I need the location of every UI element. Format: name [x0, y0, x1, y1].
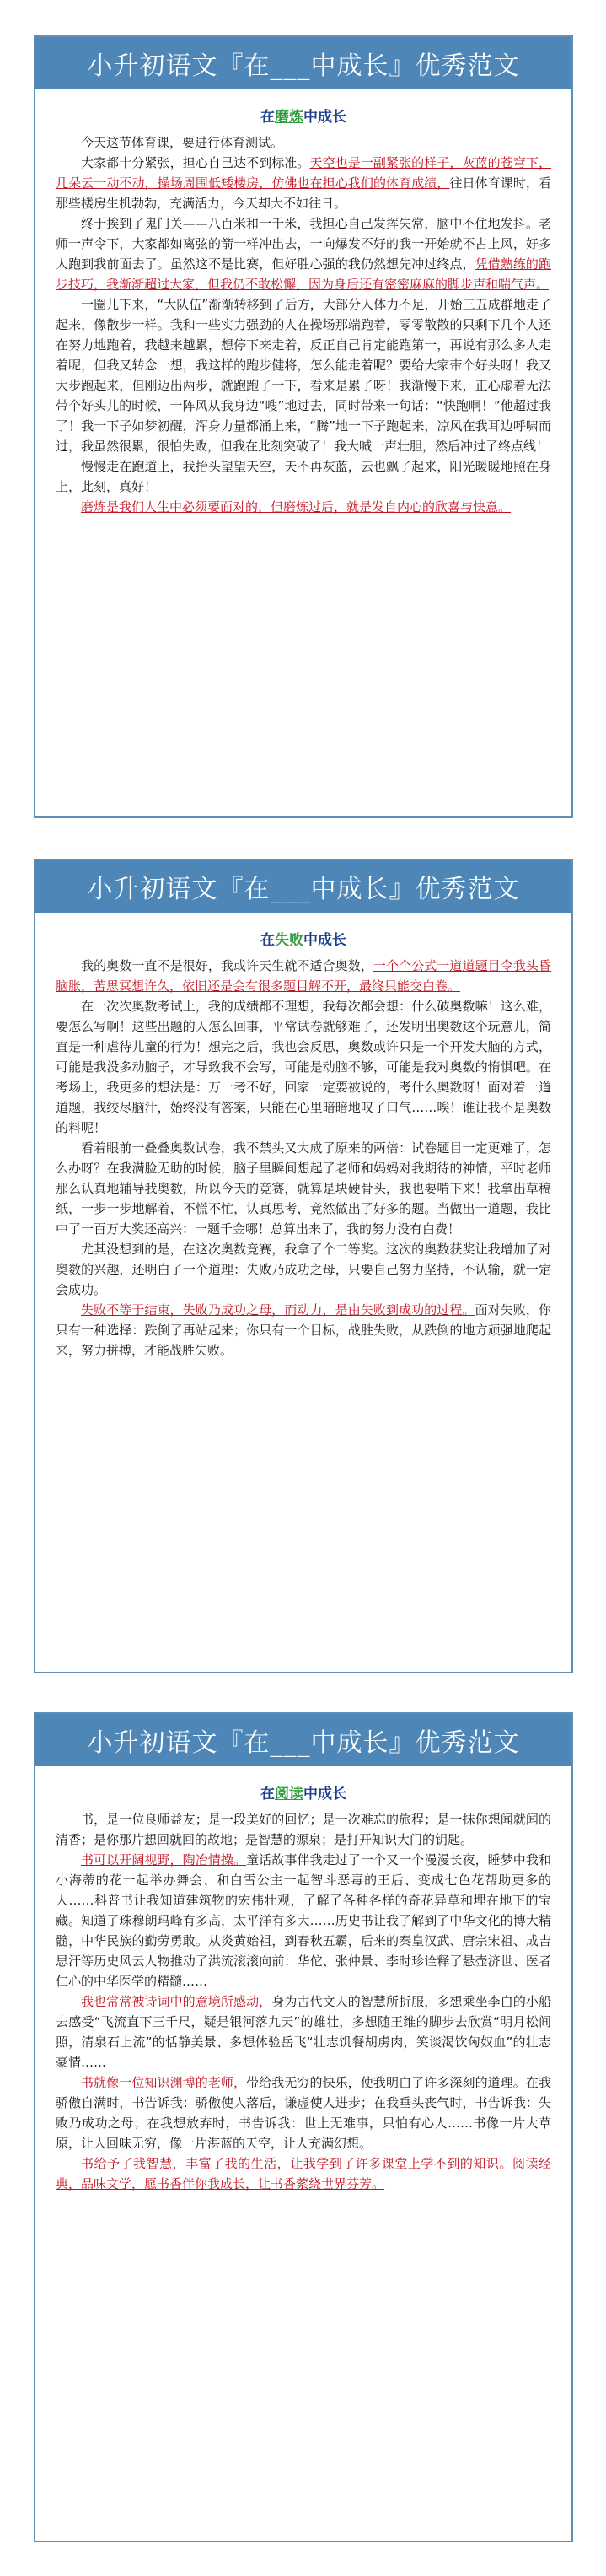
title-prefix: 在	[260, 1786, 275, 1803]
paragraph-text: 童话故事伴我走过了一个又一个漫漫长夜，睡梦中我和小海蒂的花一起举办舞会、和白雪公主一起智斗恶毒的王后、变成七色花帮助更多的人……科普书让我知道建筑物的宏伟壮观，了解了各种各样的奇花异草和埋在地下的宝藏。知道了珠穆朗玛峰有多高，太平洋有多大……历史书让我了解到了中华文化的博大精髓，中华民族的勤劳勇敢。从炎黄始祖，到春秋五霸，后来的秦皇汉武、唐宗宋祖、成吉思汗等历史风云人物推动了洪流滚滚向前：华佗、张仲景、李时珍诠释了悬壶济世、医者仁心的中华医学的精髓……	[56, 1852, 551, 1989]
paragraph-text: 在一次次奥数考试上，我的成绩都不理想，我每次都会想：什么破奥数嘛！这么难，要怎么写啊！这些出题的人怎么回事，平常试卷就够难了，还发明出奥数这个玩意儿，简直是一种虐待儿童的行为！想完之后，我也会反思，奥数或许只是一个开发大脑的方式，可能是我没多动脑子，才导致我不会写，可能是动脑不够，可能是我对奥数的惰惧吧。在考场上，我更多的想法是：万一考不好，回家一定要被说的，考什么奥数呀！面对着一道道题，我绞尽脑汁，始终没有答案，只能在心里暗暗地叹了口气……唉！谁让我不是奥数的料呢！	[56, 999, 551, 1135]
essay-card-yuedu	[34, 1712, 573, 2542]
essay-body	[35, 1809, 571, 2206]
paragraph-text: 大家都十分紧张，担心自己达不到标准。	[81, 155, 310, 170]
essay-paragraph	[56, 1300, 551, 1361]
paragraph-text: 身为古代文人的智慧所折服，多想乘坐李白的小船去感受“飞流直下三千尺，疑是银河落九天”的雄壮，多想随王维的脚步去欣赏“明月松间照，清泉石上流”的恬静美景、多想体验岳飞“壮志饥餐胡虏肉，笑谈渴饮匈奴血”的壮志豪情……	[56, 1994, 551, 2070]
paragraph-text: 今天这节体育课，要进行体育测试。	[81, 135, 284, 150]
essay-paragraph	[56, 1809, 551, 1850]
paragraph-text: 尤其没想到的是，在这次奥数竞赛，我拿了个二等奖。这次的奥数获奖让我增加了对奥数的兴趣，还明白了一个道理：失败乃成功之母，只要自己努力坚持，不认输，就一定会成功。	[56, 1242, 551, 1297]
essay-paragraph	[56, 956, 551, 996]
highlighted-sentence: 书就像一位知识渊博的老师，	[81, 2075, 247, 2090]
title-keyword: 阅读	[275, 1786, 303, 1803]
essay-paragraph	[56, 996, 551, 1138]
highlighted-sentence: 一个个公式一道道题目令我头昏脑胀，苦思冥想许久，依旧还是会有很多题目解不开，最终只能交白卷。	[56, 958, 551, 994]
paragraph-text: 我的奥数一直不是很好，我或许天生就不适合奥数，	[81, 958, 373, 973]
paragraph-text: 看着眼前一叠叠奥数试卷，我不禁头又大成了原来的两倍：试卷题目一定更难了，怎么办呀？在我满脸无助的时候，脑子里瞬间想起了老师和妈妈对我期待的神情，平时老师那么认真地辅导我奥数，所以今天的竞赛，就算是块硬骨头，我也要啃下来！我拿出草稿纸，一步一步地解着，不慌不忙，认真思考，竟然做出了好多的题。当做出一道题，我比中了一百万大奖还高兴：一题千金哪！总算出来了，我的努力没有白费！	[56, 1140, 551, 1237]
essay-card-mohuan	[34, 35, 573, 818]
title-suffix: 中成长	[303, 1786, 346, 1803]
paragraph-text: 带给我无穷的快乐，使我明白了许多深刻的道理。在我骄傲自满时，书告诉我：骄傲使人落后，谦虚使人进步；在我垂头丧气时，书告诉我：失败乃成功之母；在我想放弃时，书告诉我：世上无难事，只怕有心人……书像一片大草原，让人回味无穷，像一片湛蓝的天空，让人充满幻想。	[56, 2075, 551, 2151]
essay-paragraph	[56, 294, 551, 456]
highlighted-sentence: 我也常常被诗词中的意境所感动，	[81, 1994, 272, 2009]
title-suffix: 中成长	[303, 109, 346, 126]
essay-paragraph	[56, 213, 551, 294]
essay-paragraph	[56, 2072, 551, 2153]
essay-paragraph	[56, 132, 551, 153]
paragraph-text: 终于挨到了鬼门关——八百米和一千米，我担心自己发挥失常，脑中不住地发抖。老师一声令下，大家都如离弦的箭一样冲出去，一向爆发不好的我一开始就不占上风，好多人跑到我前面去了。虽然这不是比赛，但好胜心强的我仍然想先冲过终点，	[56, 216, 551, 272]
paragraph-text: 书，是一位良师益友；是一段美好的回忆；是一次难忘的旅程；是一抹你想闻就闻的清香；是你那片想回就回的故地；是智慧的源泉；是打开知识大门的钥匙。	[56, 1812, 551, 1847]
title-keyword: 磨炼	[275, 109, 303, 126]
essay-title	[35, 928, 571, 949]
essay-paragraph	[56, 1991, 551, 2072]
paragraph-text: 往日体育课时，看那些楼房生机勃勃，充满活力，今天却大不如往日。	[56, 175, 551, 211]
paragraph-text: 一圈儿下来，“大队伍”渐渐转移到了后方，大部分人体力不足，开始三五成群地走了起来，像散步一样。我和一些实力强劲的人在操场那端跑着，零零散散的只剩下几个人还在努力地跑着，我越来越累，想停下来走着，反正自己肯定能跑第一，再说有那么多人走着呢，但我又转念一想，我这样的跑步健将，怎么能走着呢？要给大家带个好头呀！我又大步跑起来，但刚迈出两步，就跑跑了一下，看来是累了呀！我渐慢下来，正心虚着无法带个好头儿的时候，一阵风从我身边“嗖”地过去，同时带来一句话：“快跑啊！”他超过我了！我一下子如梦初醒，浑身力量都涌上来，“腾”地一下子跑起来，凉风在我耳边呼啸而过，我虽然很累，很怕失败，但我在此刻突破了！我大喊一声壮胆，然后冲过了终点线！	[56, 297, 551, 454]
essay-paragraph	[56, 2153, 551, 2194]
highlighted-sentence: 书可以开阔视野，陶冶情操。	[81, 1852, 247, 1867]
highlighted-sentence: 天空也是一副紧张的样子，灰蓝的苍穹下，几朵云一动不动，操场周围低矮楼房，仿佛也在担心我们的体育成绩，	[56, 155, 551, 191]
paragraph-text: 慢慢走在跑道上，我抬头望望天空，天不再灰蓝，云也飘了起来，阳光暖暖地照在身上，此刻，真好！	[56, 459, 551, 494]
essay-paragraph	[56, 1239, 551, 1300]
essay-title	[35, 105, 571, 126]
highlighted-sentence: 失败不等于结束，失败乃成功之母，而动力，是由失败到成功的过程。	[81, 1302, 475, 1318]
highlighted-sentence: 磨炼是我们人生中必须要面对的，但磨炼过后，就是发自内心的欣喜与快意。	[81, 499, 512, 515]
essay-body	[35, 132, 571, 529]
essay-paragraph	[56, 1138, 551, 1239]
title-suffix: 中成长	[303, 932, 346, 949]
paragraph-text: 面对失败，你只有一种选择：跌倒了再站起来；你只有一个目标，战胜失败，从跌倒的地方顽强地爬起来，努力拼搏，才能战胜失败。	[56, 1302, 551, 1358]
essay-paragraph	[56, 153, 551, 213]
title-prefix: 在	[260, 109, 275, 126]
highlighted-sentence: 凭借熟练的跑步技巧，我渐渐超过大家，但我仍不敢松懈，因为身后还有密密麻麻的脚步声和喘气声。	[56, 256, 551, 292]
highlighted-sentence: 书给予了我智慧，丰富了我的生活，让我学到了许多课堂上学不到的知识。阅读经典，品味文学，愿书香伴你我成长，让书香萦绕世界芬芳。	[56, 2156, 551, 2191]
title-prefix: 在	[260, 932, 275, 949]
essay-title	[35, 1781, 571, 1803]
essay-paragraph	[56, 1850, 551, 1991]
card-banner: 小升初语文『在___中成长』优秀范文	[35, 1714, 571, 1766]
essay-card-shibai	[34, 859, 573, 1673]
title-keyword: 失败	[275, 932, 303, 949]
card-banner: 小升初语文『在___中成长』优秀范文	[35, 37, 571, 89]
essay-body	[35, 956, 571, 1372]
essay-paragraph	[56, 497, 551, 517]
card-banner: 小升初语文『在___中成长』优秀范文	[35, 860, 571, 913]
essay-paragraph	[56, 456, 551, 497]
